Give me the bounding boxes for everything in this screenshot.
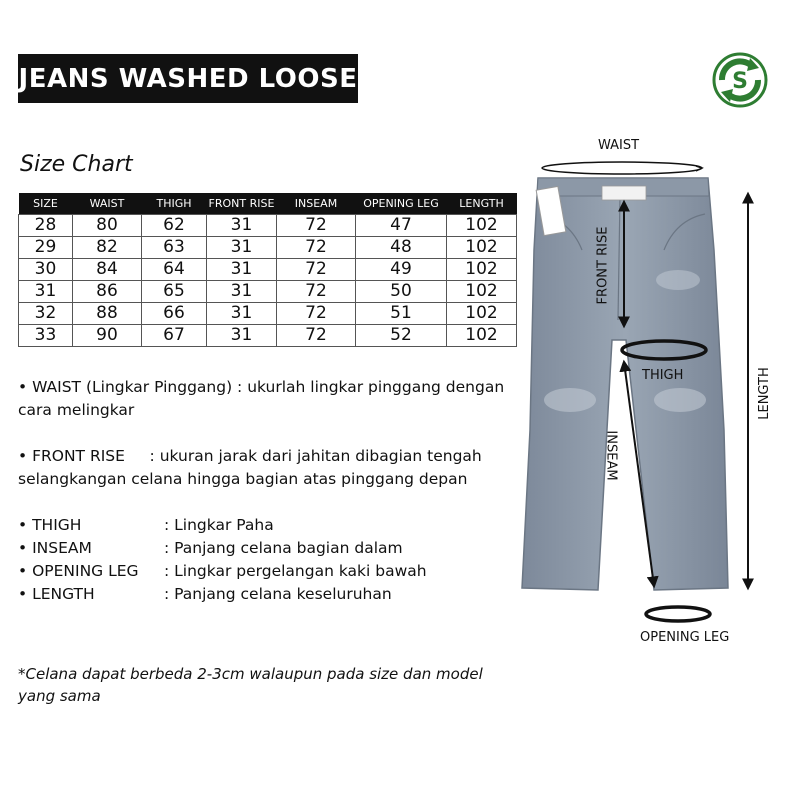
opening-leg-label: OPENING LEG xyxy=(640,630,730,645)
waist-label: WAIST xyxy=(598,138,640,153)
table-cell: 31 xyxy=(207,215,277,237)
definition-desc: : Panjang celana bagian dalam xyxy=(164,539,403,557)
definition-desc: : Lingkar pergelangan kaki bawah xyxy=(164,562,427,580)
table-cell: 29 xyxy=(19,237,73,259)
table-cell: 102 xyxy=(447,325,517,347)
table-cell: 86 xyxy=(73,281,142,303)
table-cell: 51 xyxy=(356,303,447,325)
table-cell: 48 xyxy=(356,237,447,259)
table-cell: 90 xyxy=(73,325,142,347)
waist-note: • WAIST (Lingkar Pinggang) : ukurlah lingkar pinggang dengan cara melingkar xyxy=(18,378,505,419)
definition-term: • LENGTH xyxy=(18,585,95,603)
table-cell: 67 xyxy=(142,325,207,347)
table-cell: 102 xyxy=(447,281,517,303)
table-cell: 47 xyxy=(356,215,447,237)
table-cell: 28 xyxy=(19,215,73,237)
size-table xyxy=(18,193,517,347)
table-row xyxy=(19,281,517,303)
table-cell: 72 xyxy=(277,215,356,237)
product-title: JEANS WASHED LOOSE xyxy=(18,63,358,94)
definition-desc: : Lingkar Paha xyxy=(164,516,274,534)
table-cell: 72 xyxy=(277,325,356,347)
definition-term: • OPENING LEG xyxy=(18,562,139,580)
table-cell: 31 xyxy=(207,259,277,281)
table-cell: 102 xyxy=(447,303,517,325)
table-row xyxy=(19,215,517,237)
table-cell: 62 xyxy=(142,215,207,237)
col-header-opening-leg: OPENING LEG xyxy=(356,193,447,215)
table-cell: 49 xyxy=(356,259,447,281)
front-rise-note: • FRONT RISE : ukuran jarak dari jahitan dibagian tengah selangkangan celana hingga bagian atas pinggang depan xyxy=(18,447,487,488)
table-row xyxy=(19,303,517,325)
table-cell: 72 xyxy=(277,259,356,281)
table-cell: 31 xyxy=(19,281,73,303)
table-cell: 30 xyxy=(19,259,73,281)
table-cell: 72 xyxy=(277,303,356,325)
jeans-illustration xyxy=(500,130,800,660)
col-header-inseam: INSEAM xyxy=(277,193,356,215)
footnote: *Celana dapat berbeda 2-3cm walaupun pada size dan model yang sama xyxy=(18,665,483,705)
table-cell: 33 xyxy=(19,325,73,347)
table-cell: 50 xyxy=(356,281,447,303)
col-header-front-rise: FRONT RISE xyxy=(207,193,277,215)
definition-term: • THIGH xyxy=(18,516,82,534)
table-cell: 32 xyxy=(19,303,73,325)
jeans-measurement-diagram xyxy=(500,130,800,660)
table-cell: 72 xyxy=(277,237,356,259)
table-cell: 63 xyxy=(142,237,207,259)
table-cell: 80 xyxy=(73,215,142,237)
length-label: LENGTH xyxy=(756,367,772,420)
table-cell: 84 xyxy=(73,259,142,281)
table-row xyxy=(19,325,517,347)
table-cell: 31 xyxy=(207,303,277,325)
thigh-label: THIGH xyxy=(642,368,684,383)
product-title-banner xyxy=(18,54,358,103)
table-row xyxy=(19,259,517,281)
table-cell: 102 xyxy=(447,215,517,237)
table-cell: 82 xyxy=(73,237,142,259)
table-cell: 31 xyxy=(207,237,277,259)
table-cell: 88 xyxy=(73,303,142,325)
measurement-notes xyxy=(18,376,518,606)
col-header-thigh: THIGH xyxy=(142,193,207,215)
definition-list xyxy=(18,514,518,606)
col-header-size: SIZE xyxy=(19,193,73,215)
table-cell: 72 xyxy=(277,281,356,303)
col-header-waist: WAIST xyxy=(73,193,142,215)
inseam-label: INSEAM xyxy=(603,430,619,481)
table-cell: 31 xyxy=(207,325,277,347)
svg-text:S: S xyxy=(732,69,748,94)
table-cell: 102 xyxy=(447,237,517,259)
size-chart-heading: Size Chart xyxy=(20,152,133,177)
table-cell: 31 xyxy=(207,281,277,303)
front-rise-label: FRONT RISE xyxy=(595,226,611,305)
definition-term: • INSEAM xyxy=(18,539,92,557)
table-row xyxy=(19,237,517,259)
table-cell: 102 xyxy=(447,259,517,281)
table-cell: 52 xyxy=(356,325,447,347)
table-cell: 65 xyxy=(142,281,207,303)
table-cell: 66 xyxy=(142,303,207,325)
size-table-header xyxy=(19,193,517,215)
definition-desc: : Panjang celana keseluruhan xyxy=(164,585,392,603)
col-header-length: LENGTH xyxy=(447,193,517,215)
recycle-s-logo-icon xyxy=(712,52,768,108)
table-cell: 64 xyxy=(142,259,207,281)
